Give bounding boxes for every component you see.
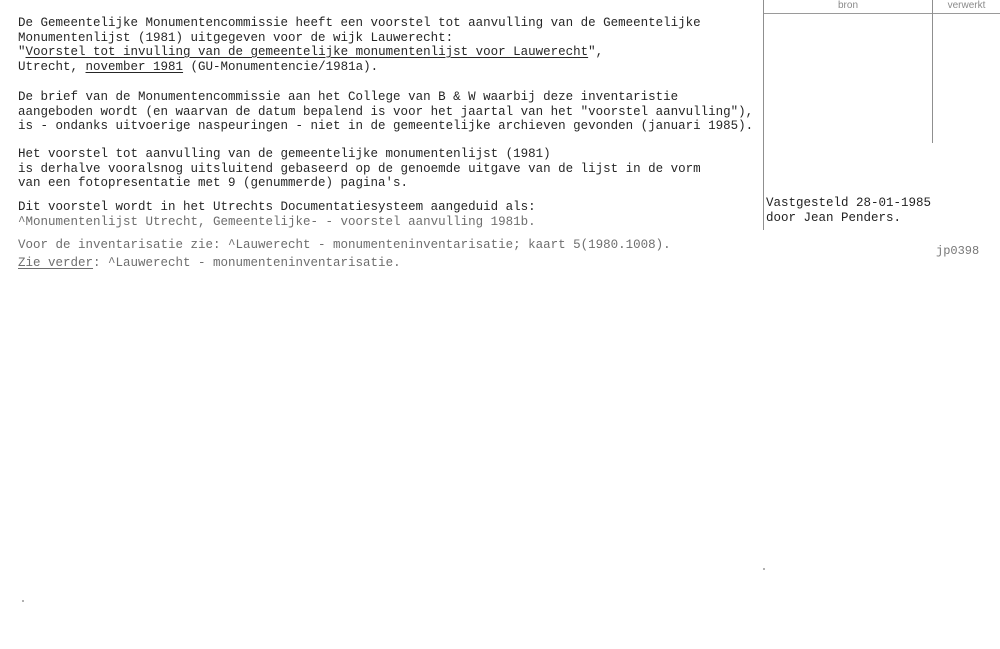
- p1-publication-title: Voorstel tot invulling van de gemeentelijke monumentenlijst voor Lauwerecht: [25, 45, 589, 59]
- p2-line-1: De brief van de Monumentencommissie aan het College van B & W waarbij deze inventaristie: [18, 90, 679, 104]
- column-header-verwerkt: verwerkt: [933, 0, 1000, 14]
- scan-speck: [763, 568, 765, 570]
- stamp-line-2: door Jean Penders.: [766, 211, 902, 225]
- p3-line-2: is derhalve vooralsnog uitsluitend gebaseerd op de genoemde uitgave van de lijst in de vorm: [18, 161, 701, 176]
- p4-line-1: Dit voorstel wordt in het Utrechts Documentatiesysteem aangeduid als:: [18, 200, 536, 214]
- paragraph-5: [18, 238, 671, 253]
- p6-see-also-label: Zie verder: [18, 256, 94, 270]
- column-header-bron: bron: [764, 0, 932, 14]
- p3-line-3: van een fotopresentatie met 9 (genummerde) pagina's.: [18, 176, 409, 190]
- p1-line-1: De Gemeentelijke Monumentencommissie heeft een voorstel tot aanvulling van de Gemeentelijke: [18, 16, 701, 30]
- p1-place: Utrecht,: [18, 59, 86, 74]
- p1-quote-close: ",: [588, 45, 604, 59]
- p1-date: november 1981: [85, 59, 184, 74]
- scan-speck: [22, 600, 24, 602]
- p1-quote-open: ": [18, 45, 26, 59]
- paragraph-6: [18, 256, 401, 271]
- paragraph-1: [18, 16, 701, 74]
- p6-see-also-reference: : ^Lauwerecht - monumenteninventarisatie.: [93, 256, 401, 270]
- p5-line-1: Voor de inventarisatie zie: ^Lauwerecht - monumenteninventarisatie; kaart 5(1980.1008).: [18, 238, 671, 252]
- p3-line-1: Het voorstel tot aanvulling van de gemeentelijke monumentenlijst (1981): [18, 147, 551, 161]
- p4-line-2: ^Monumentenlijst Utrecht, Gemeentelijke- - voorstel aanvulling 1981b.: [18, 214, 536, 229]
- p1-line-2: Monumentenlijst (1981) uitgegeven voor de wijk Lauwerecht:: [18, 30, 454, 45]
- paragraph-3: [18, 147, 701, 191]
- column-divider-left: [763, 0, 764, 230]
- paragraph-2: [18, 90, 753, 134]
- stamp-line-1: Vastgesteld 28-01-1985: [766, 196, 932, 210]
- column-divider-middle: [932, 0, 933, 143]
- p2-line-2: aangeboden wordt (en waarvan de datum bepalend is voor het jaartal van het "voorstel aanvulling"),: [18, 104, 754, 119]
- paragraph-4: [18, 200, 536, 229]
- document-code: jp0398: [936, 244, 980, 258]
- p1-reference: (GU-Monumentencie/1981a).: [183, 59, 379, 74]
- p2-line-3: is - ondanks uitvoerige naspeuringen - niet in de gemeentelijke archieven gevonden (januari 1985).: [18, 119, 754, 133]
- approval-stamp: [766, 196, 931, 226]
